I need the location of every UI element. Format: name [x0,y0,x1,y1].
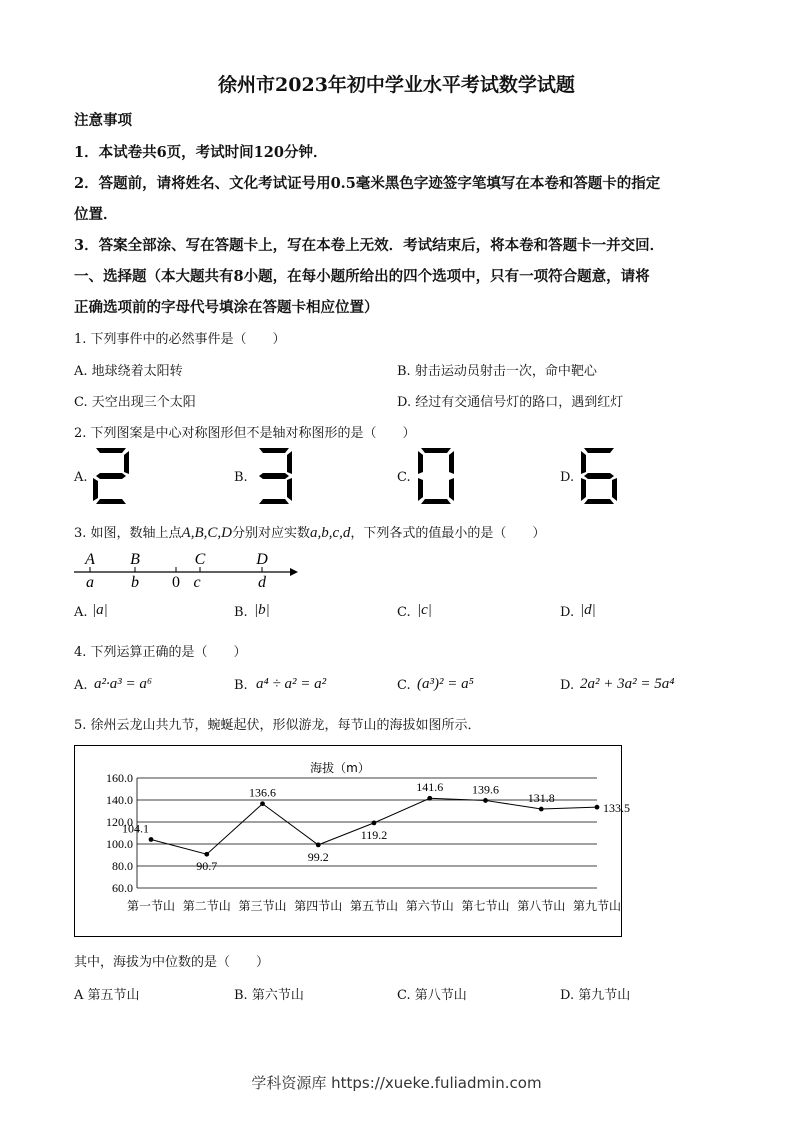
footer-watermark: 学科资源库 https://xueke.fuliadmin.com [251,1074,542,1092]
section-heading-line2: 正确选项前的字母代号填涂在答题卡相应位置） [74,299,379,316]
y-tick-label: 120.0 [106,815,133,829]
q4-label-c: C. [397,678,411,693]
data-label: 99.2 [307,849,329,864]
value-label-b: b [131,574,139,591]
q3-label-b: B. [234,605,248,620]
number-line-figure [72,548,302,592]
data-label: 131.8 [527,791,555,806]
y-tick-label: 100.0 [106,837,133,851]
q4-option-a: a²·a³ = a⁶ [94,676,153,692]
q1-option-d: D. 经过有交通信号灯的路口，遇到红灯 [397,395,624,410]
data-point [427,796,432,801]
q5-followup: 其中，海拔为中位数的是（ ） [74,955,270,970]
number-line-arrow [290,568,298,576]
notice-item-1: 1．本试卷共6页，考试时间120分钟． [74,144,328,161]
q2-label-b: B. [234,470,248,485]
seven-segment-digit-0 [417,447,455,505]
data-point [539,807,544,812]
altitude-chart-frame [74,745,630,937]
q3-label-d: D. [560,605,575,620]
seven-segment-digit-6 [580,447,618,505]
q4-label-d: D. [560,678,575,693]
y-tick-label: 80.0 [112,859,133,873]
q2-stem: 2. 下列图案是中心对称图形但不是轴对称图形的是（ ） [74,426,416,441]
chart-title: 海拔（m） [310,761,370,775]
x-category-label: 第一节山 [126,899,176,913]
q2-label-c: C. [397,470,411,485]
q3-stem [74,522,545,542]
q5-option-b: B. 第六节山 [234,988,304,1003]
q4-option-d: 2a² + 3a² = 5a⁴ [580,676,675,692]
x-category-label: 第三节山 [238,899,287,913]
x-category-label: 第五节山 [349,899,399,913]
q3-option-a: |a| [92,602,108,618]
q4-stem: 4. 下列运算正确的是（ ） [74,645,247,660]
q3-stem-part-3: ，下列各式的值最小的是（ ） [350,526,546,541]
point-label-B: B [130,551,140,568]
q3-stem-part-1: 3. 如图，数轴上点 [74,526,182,541]
q3-option-d: |d| [580,602,596,618]
series-line [151,798,597,854]
q3-option-b: |b| [254,602,270,618]
value-label-a: a [86,574,94,591]
notice-heading: 注意事项 [74,112,132,129]
data-label: 136.6 [249,785,276,800]
section-heading-line1: 一、选择题（本大题共有8小题，在每小题所给出的四个选项中，只有一项符合题意，请将 [74,268,650,285]
x-category-label: 第二节山 [182,899,231,913]
q1-option-c: C. 天空出现三个太阳 [74,395,196,410]
y-tick-label: 60.0 [112,881,133,895]
x-category-label: 第四节山 [294,899,343,913]
point-label-A: A [85,551,95,568]
altitude-line-chart [75,746,630,936]
data-label: 90.7 [196,859,218,874]
x-category-label: 第八节山 [517,899,566,913]
data-label: 119.2 [360,827,388,842]
q1-option-a: A. 地球绕着太阳转 [74,364,183,379]
origin-label: 0 [172,574,180,591]
q4-label-b: B. [234,678,248,693]
notice-item-2-cont: 位置． [74,206,118,223]
notice-item-3: 3．答案全部涂、写在答题卡上，写在本卷上无效．考试结束后，将本卷和答题卡一并交回． [74,237,665,254]
q3-vars: a,b,c,d [309,525,351,541]
q5-option-c: C. 第八节山 [397,988,467,1003]
seven-segment-digit-2 [92,447,130,505]
q1-stem: 1. 下列事件中的必然事件是（ ） [74,332,286,347]
y-tick-label: 160.0 [106,771,133,785]
q5-option-a: A 第五节山 [74,988,140,1003]
page-title: 徐州市2023年初中学业水平考试数学试题 [218,74,575,96]
x-category-label: 第六节山 [405,899,454,913]
y-tick-label: 140.0 [106,793,133,807]
data-label: 104.1 [122,821,149,836]
q5-stem: 5. 徐州云龙山共九节，蜿蜒起伏，形似游龙，每节山的海拔如图所示． [74,718,481,733]
q5-option-d: D. 第九节山 [560,988,631,1003]
data-point [204,852,209,857]
q2-label-a: A. [74,470,88,485]
data-point [595,805,600,810]
value-label-d: d [258,574,266,591]
value-label-c: c [193,574,201,591]
data-point [260,801,265,806]
q4-option-c: (a³)² = a⁵ [417,676,474,692]
data-label: 141.6 [416,780,444,795]
q2-label-d: D. [560,470,575,485]
q3-stem-part-2: 分别对应实数 [231,526,310,541]
q3-label-a: A. [74,605,88,620]
q3-label-c: C. [397,605,411,620]
x-category-label: 第七节山 [461,899,510,913]
point-label-D: D [256,551,268,568]
q3-option-c: |c| [417,602,432,618]
q1-option-b: B. 射击运动员射击一次，命中靶心 [397,364,597,379]
data-point [316,842,321,847]
q4-option-b: a⁴ ÷ a² = a² [256,676,327,692]
seven-segment-digit-3 [255,447,293,505]
point-label-C: C [194,551,206,568]
x-category-label: 第九节山 [572,899,622,913]
data-point [149,837,154,842]
data-point [372,820,377,825]
data-label: 133.5 [603,801,630,816]
q4-label-a: A. [74,678,88,693]
data-point [483,798,488,803]
data-label: 139.6 [472,782,499,797]
q3-points: A,B,C,D [181,525,232,541]
notice-item-2: 2．答题前，请将姓名、文化考试证号用0.5毫米黑色字迹签字笔填写在本卷和答题卡的指定 [74,175,661,192]
